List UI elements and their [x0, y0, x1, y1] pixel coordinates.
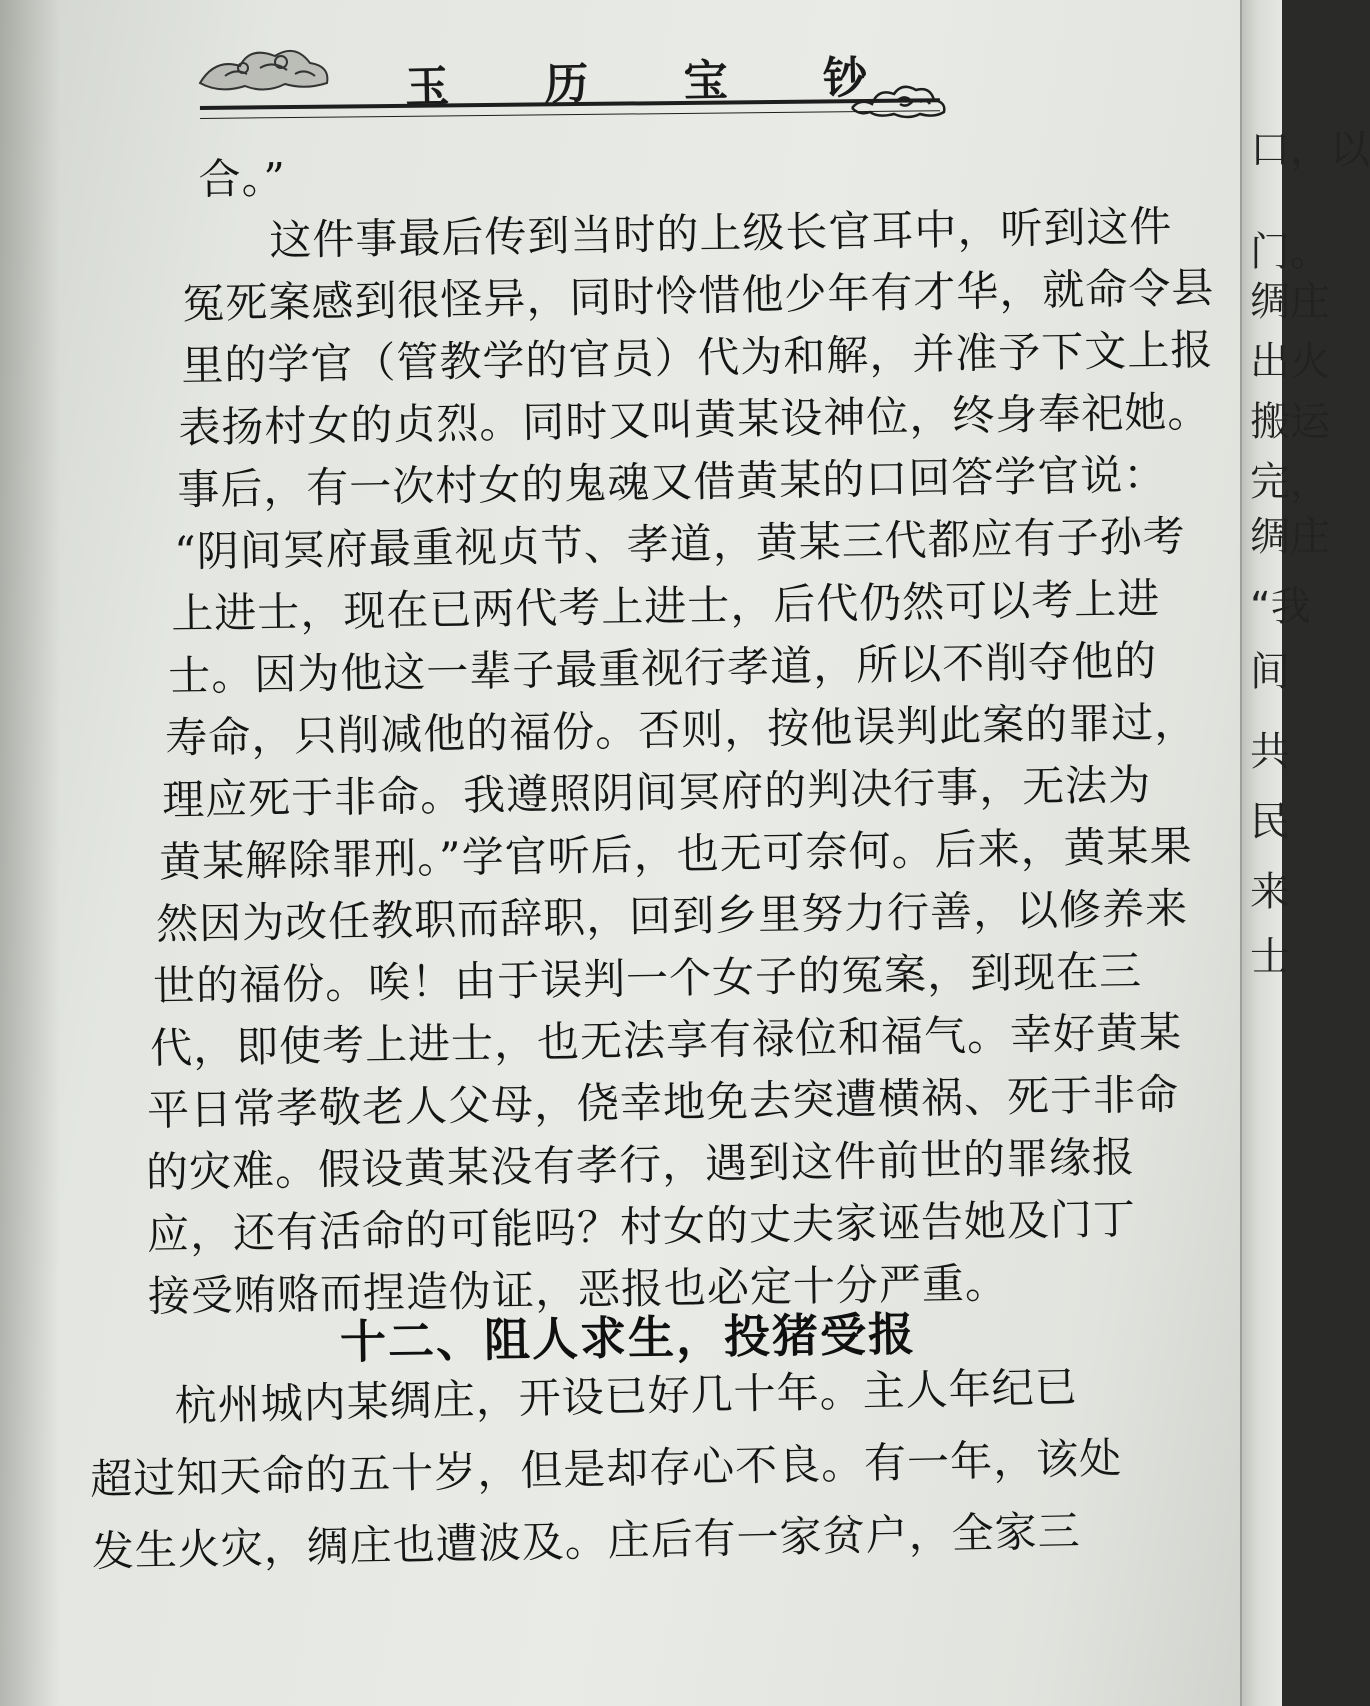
body-line: 冤死案感到很怪异，同时怜惜他少年有才华，就命令县	[182, 262, 1215, 329]
body-line: 超过知天命的五十岁，但是却存心不良。有一年，该处	[89, 1433, 1123, 1504]
header-rule	[200, 98, 940, 119]
body-line: 发生火灾，绸庄也遭波及。庄后有一家贫户，全家三	[91, 1506, 1082, 1576]
next-page-fragment: 士	[1250, 934, 1290, 980]
section-text-block	[88, 1349, 1192, 1588]
body-line: 合。”	[198, 153, 287, 204]
next-page-fragment: 间	[1250, 649, 1290, 695]
body-line: 黄某解除罪刑。”学官听后，也无可奈何。后来，黄某果	[158, 821, 1193, 887]
next-page-fragment: 民	[1250, 799, 1290, 845]
next-page-fragment: 出火	[1250, 339, 1330, 385]
cloud-ornament-left-icon	[195, 38, 335, 98]
next-page-edge	[1240, 0, 1370, 1706]
next-page-fragment: 口，以	[1250, 127, 1370, 173]
body-line: 杭州城内某绸庄，开设已好几十年。主人年纪已	[88, 1362, 1079, 1432]
body-line: 的灾难。假设黄某没有孝行，遇到这件前世的罪缘报	[145, 1132, 1136, 1197]
section-heading: 十二、阻人求生，投猪受报	[339, 1306, 917, 1370]
next-page-fragment: 绸庄	[1250, 279, 1330, 325]
next-page-fragment: 来	[1250, 869, 1290, 915]
body-line: 寿命，只削减他的福份。否则，按他误判此案的罪过，	[164, 697, 1198, 763]
body-line: 里的学官（管教学的官员）代为和解，并准予下文上报	[181, 325, 1214, 391]
body-line: 世的福份。唉！由于误判一个女子的冤案，到现在三	[152, 946, 1143, 1011]
body-line: 然因为改任教职而辞职，回到乡里努力行善，以修养来	[155, 883, 1189, 949]
running-header-title: 玉 历 宝 钞	[404, 51, 908, 114]
body-line: 接受贿赂而捏造伪证，恶报也必定十分严重。	[147, 1258, 1009, 1321]
next-page-fragment: 共	[1250, 729, 1290, 775]
body-line: “阴间冥府最重视贞节、孝道，黄某三代都应有子孙考	[173, 511, 1187, 577]
body-line: 上进士，现在已两代考上进士，后代仍然可以考上进	[170, 573, 1161, 639]
next-page-fragment: 完，	[1250, 459, 1330, 505]
body-line: 士。因为他这一辈子最重视行孝道，所以不削夺他的	[167, 635, 1158, 701]
body-line: 事后，有一次村女的鬼魂又借黄某的口回答学官说：	[176, 449, 1167, 515]
next-page-fragment: 绸庄	[1250, 514, 1330, 560]
body-line: 平日常孝敬老人父母，侥幸地免去突遭横祸、死于非命	[146, 1069, 1180, 1135]
body-line: 代，即使考上进士，也无法享有禄位和福气。幸好黄某	[149, 1007, 1183, 1073]
body-line: 表扬村女的贞烈。同时又叫黄某设神位，终身奉祀她。	[177, 387, 1211, 453]
body-text-block	[130, 133, 1215, 1328]
cloud-ornament-right-icon	[850, 78, 950, 122]
body-line: 这件事最后传到当时的上级长官耳中，听到这件	[183, 201, 1173, 267]
body-line: 应，还有活命的可能吗？村女的丈夫家诬告她及门丁	[146, 1194, 1137, 1259]
next-page-fragment: “我	[1250, 584, 1311, 630]
page-gutter-shadow	[0, 0, 60, 1706]
next-page-fragment: 搬运	[1250, 399, 1330, 445]
body-line: 理应死于非命。我遵照阴间冥府的判决行事，无法为	[161, 760, 1152, 825]
next-page-fragment: 门。	[1250, 229, 1330, 275]
